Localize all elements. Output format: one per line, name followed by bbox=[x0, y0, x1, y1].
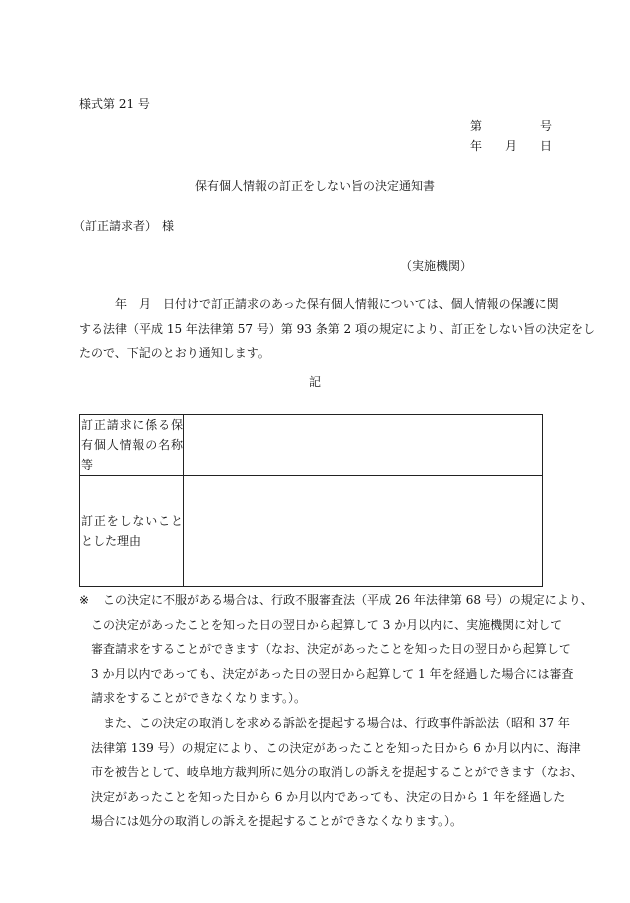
form-number: 様式第 21 号 bbox=[79, 97, 150, 111]
date-month: 月 bbox=[505, 139, 518, 153]
table-label-line: 訂正請求に係る保 bbox=[81, 418, 183, 432]
note-line: 審査請求をすることができます（なお、決定があったことを知った日の翌日から起算して bbox=[91, 642, 571, 656]
body-line: する法律（平成 15 年法律第 57 号）第 93 条第 2 項の規定により、訂正をしない旨の決定をし bbox=[79, 321, 595, 336]
date-year: 年 bbox=[470, 139, 483, 153]
note-line: 決定があったことを知った日から 6 か月以内であっても、決定の日から 1 年を経過した bbox=[91, 789, 566, 804]
body-line: 年 月 日付けで訂正請求のあった保有個人情報については、個人情報の保護に関 bbox=[115, 297, 559, 311]
note-mark: ※ bbox=[79, 593, 90, 607]
issuer-label: （実施機関） bbox=[400, 259, 473, 273]
doc-number-prefix: 第 bbox=[470, 119, 483, 133]
note-line: 法律第 139 号）の規定により、この決定があったことを知った日から 6 か月以内に、海津 bbox=[91, 740, 581, 755]
table-label-cell bbox=[80, 476, 184, 587]
date-day: 日 bbox=[540, 139, 553, 153]
doc-number-suffix: 号 bbox=[540, 119, 553, 133]
table-row bbox=[80, 476, 543, 587]
table-value-cell bbox=[184, 415, 543, 476]
note-paragraph-1 bbox=[91, 588, 593, 711]
addressee-label: （訂正請求者） bbox=[73, 219, 158, 233]
note-line: また、この決定の取消しを求める訴訟を提起する場合は、行政事件訴訟法（昭和 37 年 bbox=[103, 716, 570, 730]
table-label-line: 有個人情報の名称 bbox=[81, 438, 183, 452]
body-line: たので、下記のとおり通知します。 bbox=[79, 346, 270, 360]
note-line: 場合には処分の取消しの訴えを提起することができなくなります。）。 bbox=[91, 814, 463, 828]
note-line: 市を被告として、岐阜地方裁判所に処分の取消しの訴えを提起することができます（なお、 bbox=[91, 765, 583, 779]
body-paragraph bbox=[79, 292, 595, 366]
table-label-cell bbox=[80, 415, 184, 476]
document-title: 保有個人情報の訂正をしない旨の決定通知書 bbox=[194, 179, 435, 193]
note-line: この決定があったことを知った日の翌日から起算して 3 か月以内に、実施機関に対して bbox=[91, 617, 563, 632]
table-value-cell bbox=[184, 476, 543, 587]
addressee-honorific: 様 bbox=[162, 219, 175, 233]
table-label-line: 等 bbox=[81, 458, 94, 472]
note-line: この決定に不服がある場合は、行政不服審査法（平成 26 年法律第 68 号）の規定により、 bbox=[103, 593, 593, 607]
note-paragraph-2 bbox=[91, 711, 583, 834]
table-label-line: 訂正をしないこと bbox=[81, 514, 183, 528]
note-line: 請求をすることができなくなります。）。 bbox=[91, 691, 307, 705]
info-table bbox=[79, 414, 543, 587]
table-label-line: とした理由 bbox=[81, 534, 142, 548]
note-line: 3 か月以内であっても、決定があった日の翌日から起算して 1 年を経過した場合には審査 bbox=[91, 666, 574, 681]
ki-heading: 記 bbox=[308, 375, 321, 389]
table-row bbox=[80, 415, 543, 476]
